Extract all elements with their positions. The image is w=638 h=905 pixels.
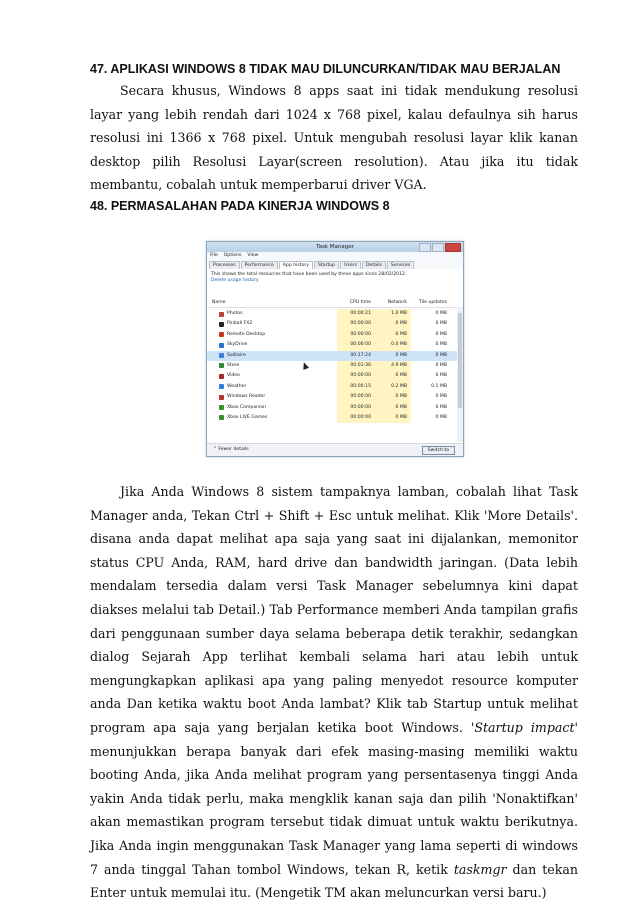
- app-icon: [219, 343, 224, 348]
- network-cell: 0.0 MB: [391, 342, 407, 348]
- table-row: [207, 392, 457, 402]
- menu-item-view: View: [247, 253, 259, 258]
- scrollbar-thumb: [458, 313, 462, 408]
- app-name: Xbox Companion: [227, 404, 267, 410]
- tile-updates-cell: 0 MB: [435, 394, 447, 400]
- section-48-body: [90, 480, 578, 905]
- table-row: [207, 403, 457, 413]
- app-icon: [219, 332, 224, 337]
- switch-to-button: Switch to: [422, 446, 455, 455]
- tile-updates-cell: 0 MB: [435, 342, 447, 348]
- body-text-2: menunjukkan berapa banyak dari efek masing-masing memiliki waktu booting Anda, jika Anda melihat program yang persentasenya tinggi Anda yakin Anda tidak perlu, maka mengklik kanan saja dan pilih 'Nonaktifkan' akan memastikan program tersebut tidak dimuat untuk waktu berikutnya. Jika Anda ingin menggunakan Task Manager yang lama seperti di windows 7 anda tinggal Tahan tombol Windows, tekan R, ketik: [90, 743, 578, 877]
- app-name: Windows Reader: [227, 394, 266, 400]
- tab-performance: Performance: [241, 261, 278, 269]
- network-cell: 0 MB: [395, 394, 407, 400]
- tab-services: Services: [387, 261, 414, 269]
- app-icon: [219, 363, 224, 368]
- task-manager-title: Task Manager: [316, 244, 354, 250]
- cpu-time-cell: 00:00:00: [350, 321, 371, 327]
- tab-startup: Startup: [314, 261, 339, 269]
- app-icon: [219, 312, 224, 317]
- table-row: [207, 382, 457, 392]
- body-text-3: dan tekan Enter untuk memulai itu. (Mengetik TM akan meluncurkan versi baru.): [90, 861, 579, 901]
- startup-impact-term: 'Startup impact': [470, 719, 578, 735]
- table-row: [207, 340, 457, 350]
- cpu-time-cell: 00:00:21: [350, 311, 371, 316]
- taskmgr-term: taskmgr: [453, 861, 507, 877]
- app-history-info: This shows the total resources that have been used by these apps since 28/02/2012.: [211, 272, 407, 277]
- network-cell: 1.0 MB: [391, 311, 407, 316]
- maximize-icon: [432, 243, 444, 252]
- app-icon: [219, 415, 224, 420]
- body-text-1: Jika Anda Windows 8 sistem tampaknya lamban, cobalah lihat Task Manager anda, Tekan Ctrl + Shift + Esc untuk melihat. Klik 'More Details'. disana anda dapat melihat apa saja yang saat ini dijalankan, memonitor status CPU Anda, RAM, hard drive dan bandwidth jaringan. (Data lebih mendalam tersedia dalam versi Task Manager sebelumnya kini dapat diakses melalui tab Detail.) Tab Performance memberi Anda tampilan grafis dari penggunaan sumber daya selama beberapa detik terakhir, sedangkan dialog Sejarah App terlihat kembali selama hari atau lebih untuk mengungkapkan aplikasi apa yang paling menyedot resource komputer anda Dan ketika waktu boot Anda lambat? Klik tab Startup untuk melihat program apa saja yang berjalan ketika boot Windows.: [90, 484, 578, 735]
- cpu-time-cell: 00:00:00: [350, 373, 371, 379]
- network-cell: 0 MB: [395, 321, 407, 327]
- table-row: [207, 309, 457, 319]
- app-name: Weather: [227, 383, 247, 389]
- app-history-table: [207, 309, 457, 423]
- app-history-panel: [207, 269, 463, 444]
- scrollbar: [457, 307, 463, 442]
- section-48-heading: 48. PERMASALAHAN PADA KINERJA WINDOWS 8: [90, 199, 390, 213]
- column-tile-updates: Tile updates: [418, 300, 447, 305]
- task-manager-screenshot: [206, 241, 464, 457]
- table-row: [207, 371, 457, 381]
- app-name: SkyDrive: [227, 342, 248, 348]
- app-icon: [219, 405, 224, 410]
- tab-app-history: App history: [279, 261, 313, 269]
- network-cell: 0.2 MB: [391, 383, 407, 389]
- task-manager-footer: [207, 443, 463, 456]
- table-row: [207, 351, 457, 361]
- task-manager-titlebar: [207, 242, 463, 252]
- cpu-time-cell: 00:01:36: [350, 362, 371, 368]
- cpu-time-cell: 00:00:00: [350, 394, 371, 400]
- delete-usage-history-link: Delete usage history: [211, 277, 259, 283]
- network-cell: 0 MB: [395, 373, 407, 379]
- minimize-icon: [419, 243, 431, 252]
- app-name: Video: [227, 373, 240, 379]
- network-cell: 0 MB: [395, 331, 407, 337]
- tile-updates-cell: 0 MB: [435, 373, 447, 379]
- tile-updates-cell: 0 MB: [435, 362, 447, 368]
- tab-processes: Processes: [209, 261, 240, 269]
- app-name: Solitaire: [227, 352, 246, 358]
- column-network: Network: [387, 300, 407, 305]
- fewer-details-label: Fewer details: [218, 447, 249, 452]
- tab-users: Users: [340, 261, 361, 269]
- table-row: [207, 361, 457, 371]
- column-name: Name: [212, 300, 226, 305]
- network-cell: 0 MB: [395, 352, 407, 358]
- task-manager-menu: [207, 252, 463, 260]
- tile-updates-cell: 0 MB: [435, 331, 447, 337]
- tile-updates-cell: 0 MB: [435, 352, 447, 358]
- table-header: [207, 299, 457, 308]
- table-row: [207, 319, 457, 329]
- menu-item-options: Options: [223, 253, 242, 258]
- tile-updates-cell: 0 MB: [435, 311, 447, 316]
- tile-updates-cell: 0.1 MB: [431, 383, 447, 389]
- menu-item-file: File: [210, 253, 218, 258]
- tile-updates-cell: 0 MB: [435, 404, 447, 410]
- network-cell: 0 MB: [395, 404, 407, 410]
- window-controls: [419, 243, 461, 252]
- app-name: Pinball FX2: [227, 321, 253, 327]
- network-cell: 4.9 MB: [391, 362, 407, 368]
- cpu-time-cell: 00:17:24: [350, 352, 371, 358]
- app-icon: [219, 374, 224, 379]
- tile-updates-cell: 0 MB: [435, 321, 447, 327]
- column-cpu-time: CPU time: [349, 300, 371, 305]
- close-icon: [445, 243, 461, 252]
- section-47-heading: 47. APLIKASI WINDOWS 8 TIDAK MAU DILUNCURKAN/TIDAK MAU BERJALAN: [90, 62, 561, 76]
- section-47-text: Secara khusus, Windows 8 apps saat ini tidak mendukung resolusi layar yang lebih rendah dari 1024 x 768 pixel, kalau defaulnya sih harus resolusi ini 1366 x 768 pixel. Untuk mengubah resolusi layar klik kanan desktop pilih Resolusi Layar(screen resolution). Atau jika itu tidak membantu, cobalah untuk memperbarui driver VGA.: [90, 83, 578, 193]
- app-icon: [219, 322, 224, 327]
- tile-updates-cell: 0 MB: [435, 414, 447, 420]
- app-name: Xbox LIVE Games: [227, 414, 268, 420]
- table-row: [207, 330, 457, 340]
- network-cell: 0 MB: [395, 414, 407, 420]
- app-name: Store: [227, 362, 240, 368]
- cpu-time-cell: 00:00:00: [350, 342, 371, 348]
- app-icon: [219, 353, 224, 358]
- app-name: Remote Desktop: [227, 331, 266, 337]
- cpu-time-cell: 00:00:00: [350, 414, 371, 420]
- app-icon: [219, 395, 224, 400]
- cpu-time-cell: 00:00:15: [350, 383, 371, 389]
- table-row: [207, 413, 457, 423]
- cpu-time-cell: 00:00:00: [350, 404, 371, 410]
- fewer-details-link: ⌃ Fewer details: [213, 447, 249, 452]
- section-47-body: [90, 79, 578, 197]
- app-icon: [219, 384, 224, 389]
- cpu-time-cell: 00:00:00: [350, 331, 371, 337]
- tab-details: Details: [362, 261, 386, 269]
- app-name: Photos: [227, 311, 243, 316]
